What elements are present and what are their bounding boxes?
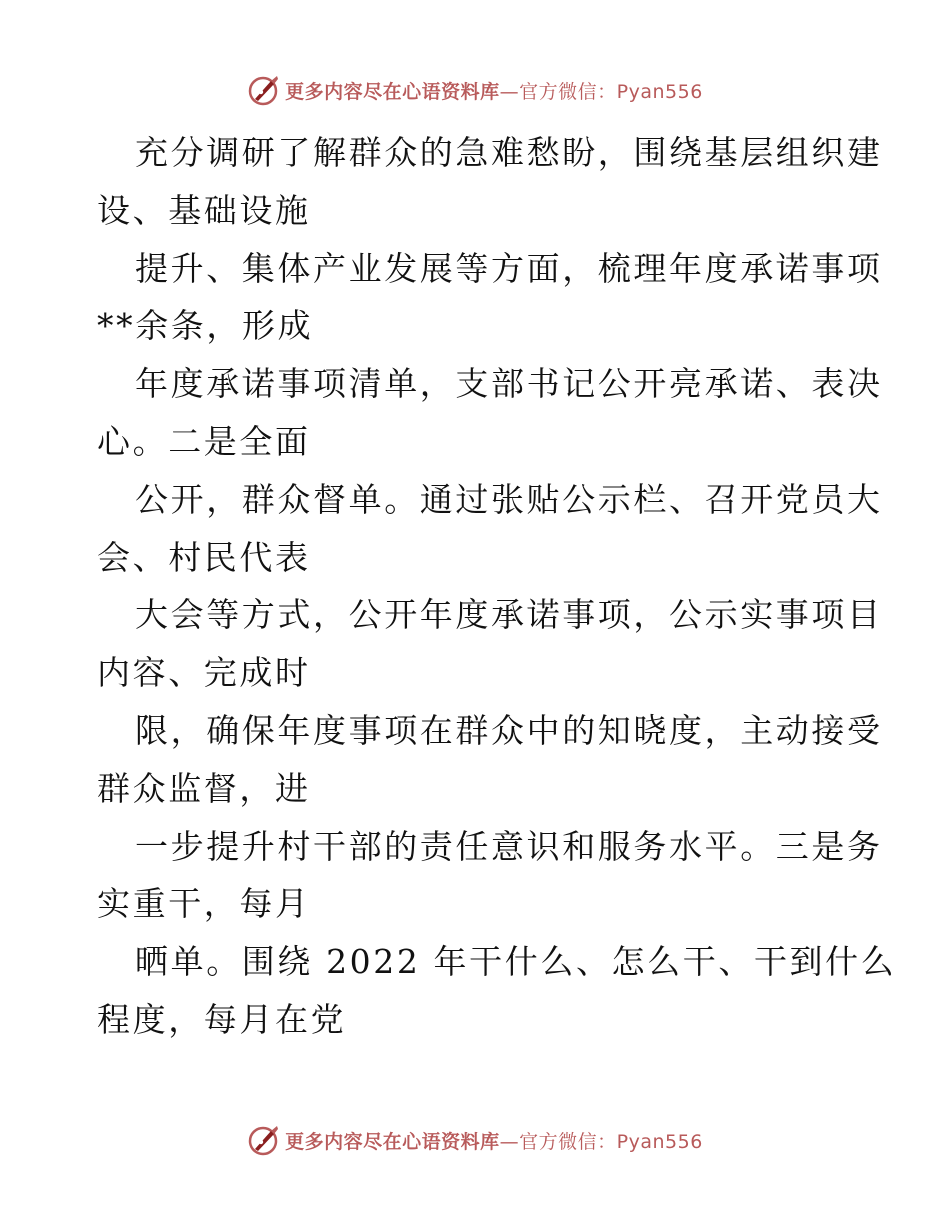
body-line: **余条，形成 (97, 306, 314, 346)
body-line: 公开，群众督单。通过张贴公示栏、召开党员大 (135, 479, 883, 519)
quill-logo-icon (247, 1123, 281, 1157)
banner-text (285, 77, 703, 104)
banner-separator: — (499, 80, 520, 103)
banner-lead-text: 更多内容尽在心语资料库 (285, 1130, 500, 1153)
quill-logo-icon (247, 73, 281, 107)
banner-text (285, 1127, 703, 1154)
banner-separator: — (499, 1130, 520, 1153)
body-line: 会、村民代表 (97, 537, 311, 577)
document-body (97, 124, 897, 1049)
header-banner (0, 70, 950, 110)
banner-account-text: 官方微信：Pyan556 (519, 1130, 703, 1153)
banner-lead-text: 更多内容尽在心语资料库 (285, 80, 500, 103)
body-line: 大会等方式，公开年度承诺事项，公示实事项目 (135, 595, 883, 635)
body-line: 充分调研了解群众的急难愁盼，围绕基层组织建 (135, 133, 883, 172)
body-line: 实重干，每月 (97, 884, 311, 924)
banner-account-text: 官方微信：Pyan556 (519, 80, 703, 103)
body-line: 心。二是全面 (97, 421, 311, 461)
body-line: 程度，每月在党 (97, 999, 347, 1039)
body-line: 晒单。围绕 2022 年干什么、怎么干、干到什么 (135, 942, 897, 982)
body-line: 群众监督，进 (97, 768, 311, 808)
body-line: 年度承诺事项清单，支部书记公开亮承诺、表决 (135, 364, 883, 404)
body-line: 限，确保年度事项在群众中的知晓度，主动接受 (135, 710, 883, 750)
body-line: 提升、集体产业发展等方面，梳理年度承诺事项 (135, 248, 883, 288)
body-line: 设、基础设施 (97, 190, 311, 230)
footer-banner (0, 1120, 950, 1160)
body-line: 一步提升村干部的责任意识和服务水平。三是务 (135, 826, 883, 866)
body-line: 内容、完成时 (97, 653, 311, 693)
